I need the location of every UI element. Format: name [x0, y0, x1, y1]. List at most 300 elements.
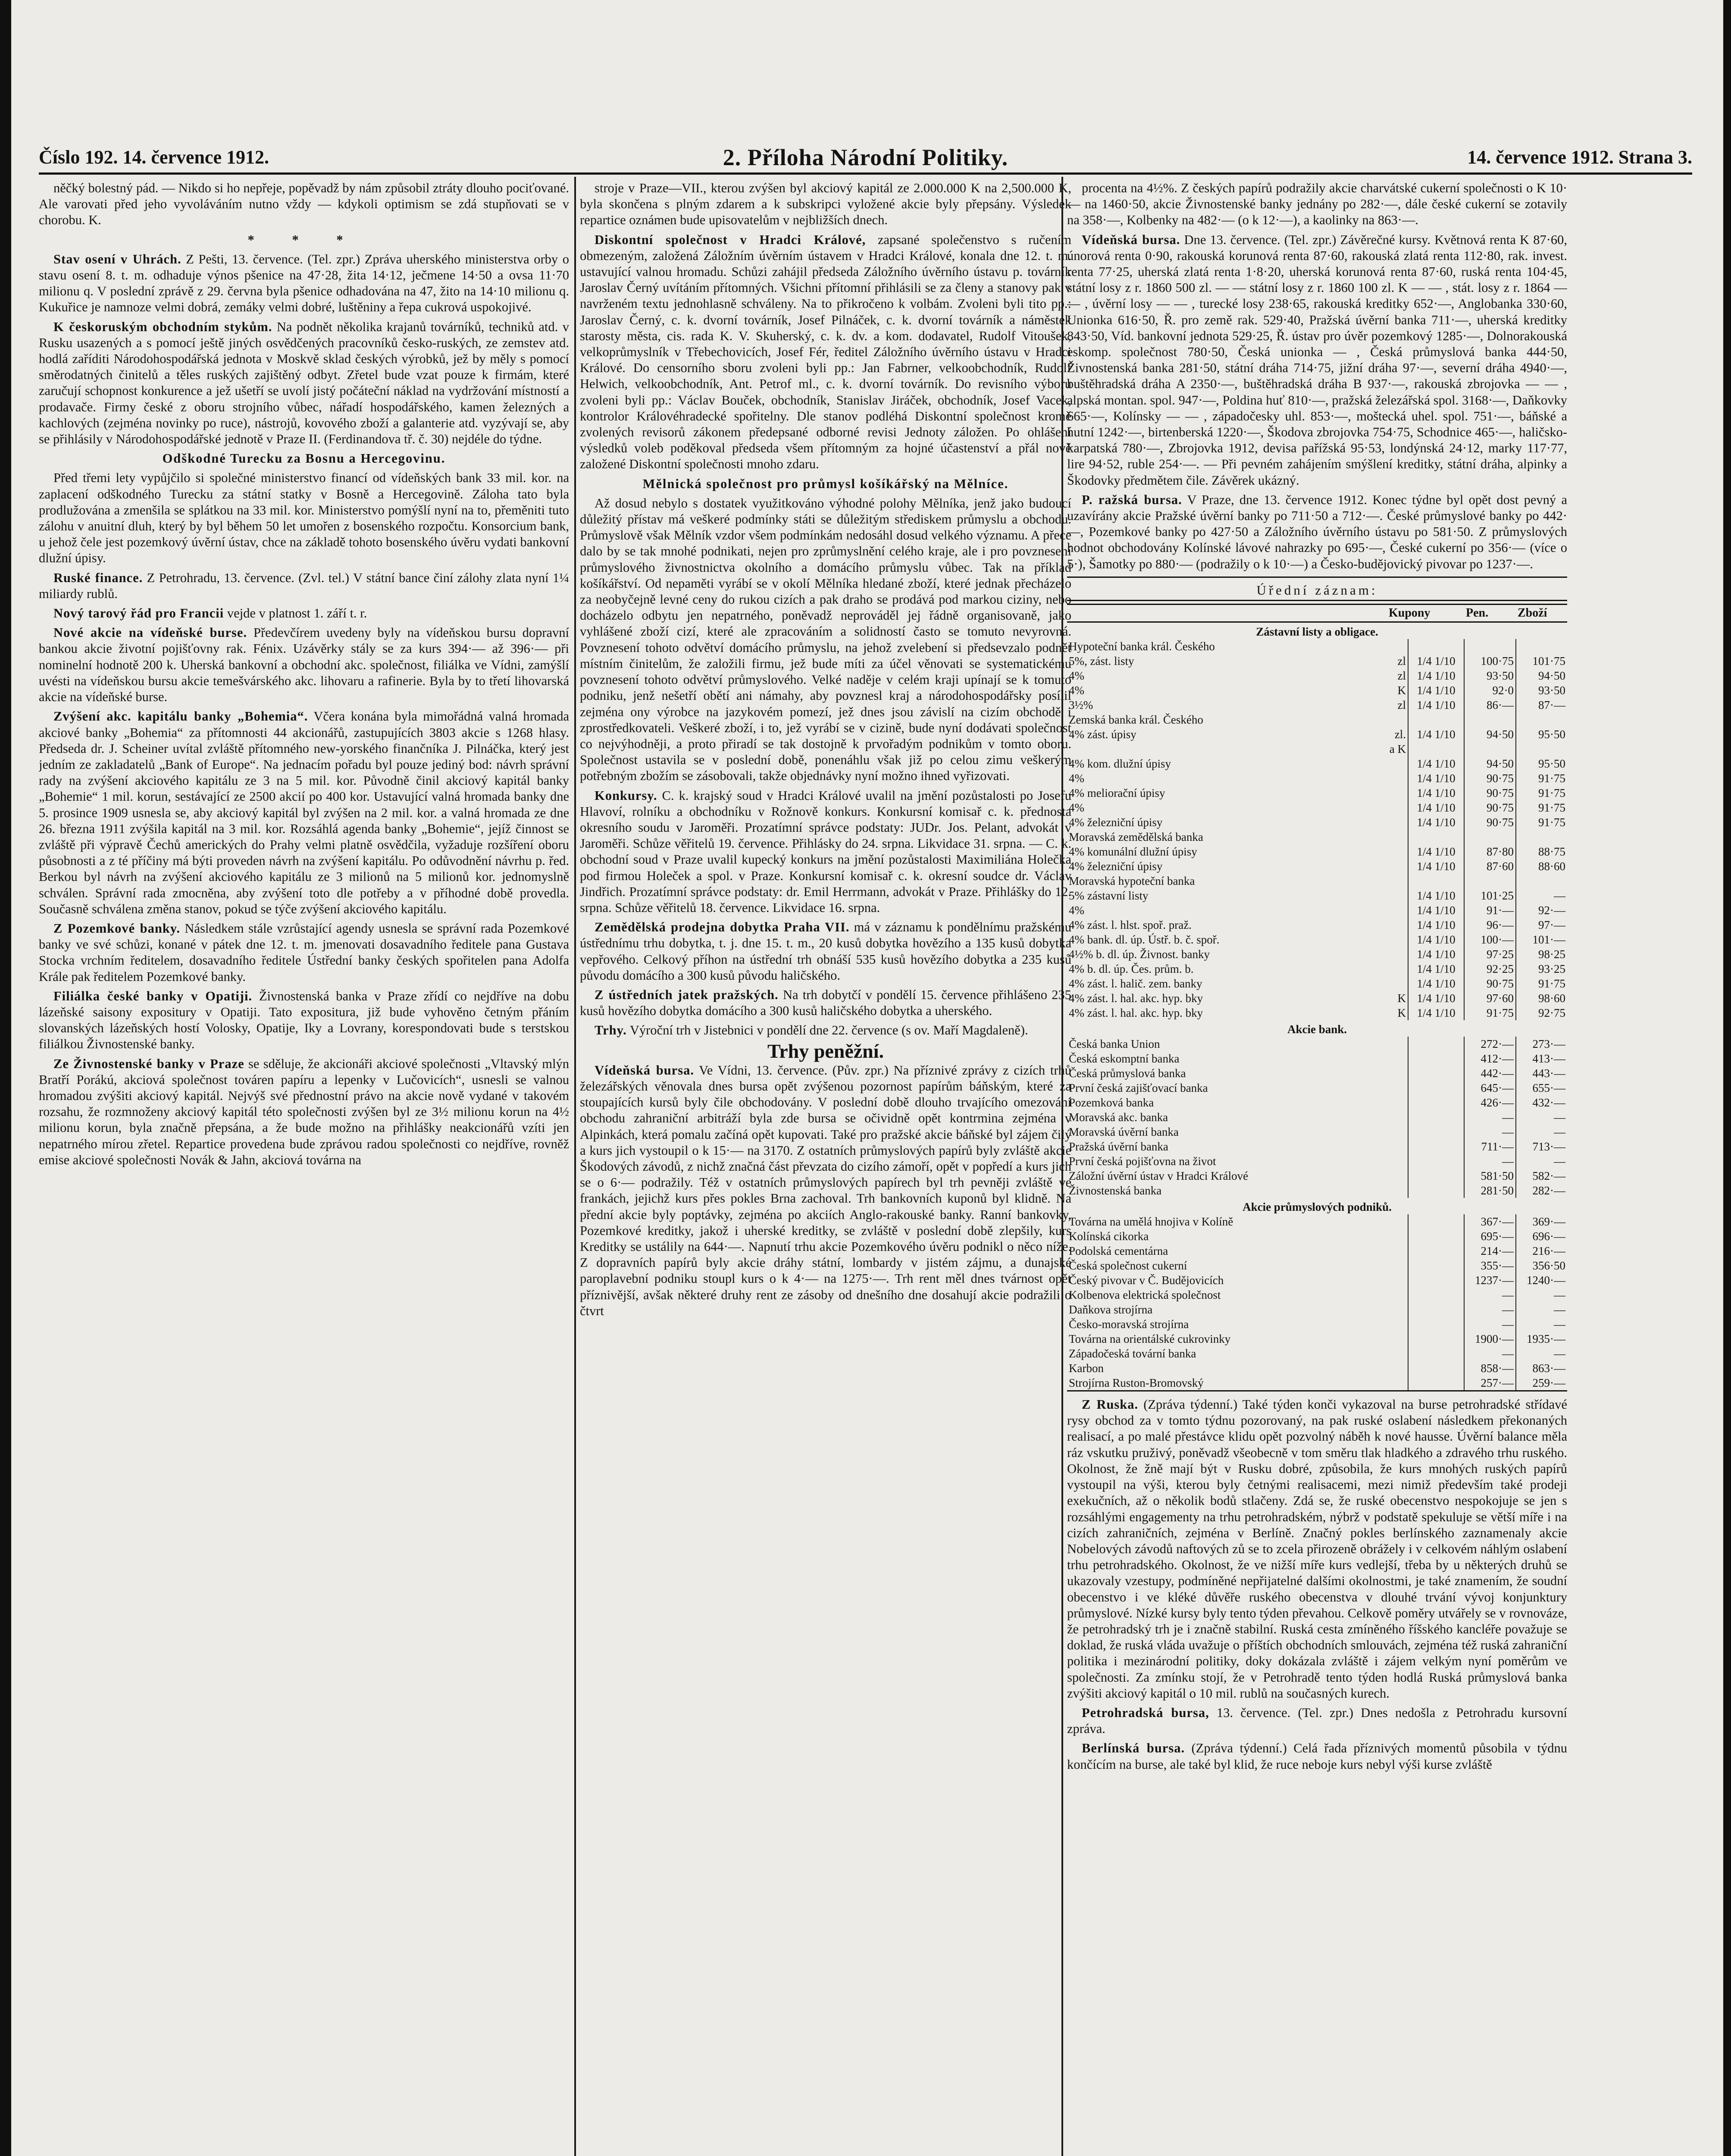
- kurs-ask: 696·—: [1516, 1229, 1567, 1244]
- kurs-security-name: 5% zástavní listy: [1069, 889, 1149, 903]
- kurs-coupon: 1/4 1/10: [1408, 888, 1464, 903]
- article-text: stroje v Praze—VII., kterou zvýšen byl akciový kapitál ze 2.000.000 K na 2,500.000 K, byla skončena s plným zdarem a k subskripci vyložené akcie byly přepsány. Výsledek repartice oznámen bude upisovatelům v nejbližších dnech.: [580, 181, 1071, 228]
- kurs-ask: 216·—: [1516, 1244, 1567, 1258]
- kurs-ask: —: [1516, 1317, 1567, 1332]
- kurs-ask: 432·—: [1516, 1095, 1567, 1110]
- kurs-row: [1067, 1051, 1567, 1066]
- kurs-bid: —: [1464, 1288, 1516, 1302]
- article-text: Předevčírem uvedeny byly na vídeňskou bursu dopravní bankou akcie životní pojišťovny rak. Fénix. Uzávěrky stály se za kurs 394·— až 396·— při nominelní hodnotě 200 k. Uherská bankovní a obchodní akc. společnost, filiálka ve Vídni, zamýšlí uvésti na vídeňskou bursu akcie temešvárského akc. lihovaru a rafinerie. Byla by to třetí lihovarská akcie na vídeňské burse.: [39, 625, 569, 705]
- kurs-row: [1067, 874, 1567, 888]
- kurs-currency: [1387, 1376, 1408, 1391]
- kurs-currency: [1387, 830, 1408, 844]
- kurs-row: [1067, 815, 1567, 830]
- kurs-currency: [1387, 815, 1408, 830]
- article-paragraph: [580, 919, 1071, 984]
- kurs-currency: [1387, 1081, 1408, 1095]
- article-paragraph: [1067, 232, 1567, 489]
- kurs-coupon: 1/4 1/10: [1408, 654, 1464, 668]
- kurs-ask: —: [1516, 1346, 1567, 1361]
- kurs-row: [1067, 947, 1567, 962]
- kurs-row: [1067, 859, 1567, 874]
- kurs-security-name: 4% železniční úpisy: [1069, 860, 1163, 873]
- kurs-ask: 1935·—: [1516, 1332, 1567, 1346]
- kurs-ask: —: [1516, 1110, 1567, 1125]
- kurs-section-name: Zástavní listy a obligace.: [1256, 625, 1378, 639]
- kurs-ask: 443·—: [1516, 1066, 1567, 1081]
- column-2: [580, 180, 1071, 2156]
- kurs-coupon: 1/4 1/10: [1408, 756, 1464, 771]
- kurs-row: [1067, 1110, 1567, 1125]
- kurs-bid: 97·25: [1464, 947, 1516, 962]
- article-text: Výroční trh v Jistebnici v pondělí dne 22. července (s ov. Maří Magdaleně).: [626, 1023, 1028, 1038]
- kurs-currency: [1387, 1317, 1408, 1332]
- article-text: Před třemi lety vypůjčilo si společné ministerstvo financí od vídeňských bank 33 mil. kor. na zaplacení odškodného Turecku za státní statky v Bosně a Hercegovině. Záloha tato byla prodlužována a zmenšila se splátkou na 33 mil. kor. Ministerstvo pomýšlí nyní na to, přeměniti tuto zálohu v anuitní dluh, který by byl během 50 let umořen z bosenského rozpočtu. Konsorcium bank, u jehož čele jest pozemkový úvěrní ústav, chce na základě tohoto bosenského úvěru vydati bankovní dlužní úpisy.: [39, 470, 569, 566]
- kurs-bid: 90·75: [1464, 800, 1516, 815]
- article-text: Trhy peněžní.: [767, 1040, 884, 1062]
- kurs-bid: 90·75: [1464, 815, 1516, 830]
- kurs-bid: 91·—: [1464, 903, 1516, 918]
- article-text: Až dosud nebylo s dostatek využitkováno výhodné polohy Mělníka, jenž jako budoucí důležitý přístav má veškeré podmínky státi se důležitým střediskem průmyslu a obchodu. Průmyslově však Mělník vzdor všem podmínkám nedosáhl dosud velkého významu. A přece dalo by se tak mnohé podnikati, nejen pro zprůmyslnění celého kraje, ale i pro povznesení průmyslového živnostnictva okolního a domácího průmyslu vůbec. Tak na příklad košíkářství. Od nepaměti vyrábí se v okolí Mělníka hledané zboží, které jednak přecházelo za neobyčejně levné ceny do rukou cizích a pak draho se prodává pod markou ciziny, nebo docházelo odbytu jen nepatrného, poněvadž neprováděl jej řádně organisovaně, jako vyhlášené zboží cizí, které ale zpracováním a solidností často se tomuto nevyrovná. Povznesení tohoto odvětví domácího průmyslu, na jehož zvelebení si předsevzalo podnět místním činitelům, že založili firmu, jež bude míti za účel věnovati se systematickému povznesení tohoto odvětví průmyslového. Velké naděje v celém kraji upínají se k tomuto podniku, jenž nešetří obětí ani námahy, aby povznesl kraj a národohospodářsky posílil zejména ony výrobce na jazykovém pomezí, jež dnes jsou závislí na cizím obchodě i zprostředkovateli. Veškeré zboží, i to, jež vyrábí se v cizině, bude nyní dodávati společnost co nejvýhodněji, a proto přiradí se tak dostojně k prvořadým podnikům v tomto oboru. Společnost ustavila se v poslední době, ponenáhlu však již po celou zimu veškerým potřebným zbožím se zásobovali, takže objednávky nyní možno ihned vyřizovati.: [580, 495, 1071, 783]
- article-text: Z Petrohradu, 13. července. (Zvl. tel.) V státní bance činí zálohy zlata nyní 1¼ miliardy rublů.: [39, 570, 569, 601]
- kurs-bid: 90·75: [1464, 976, 1516, 991]
- kurs-coupon: [1408, 1095, 1464, 1110]
- kurs-coupon: [1408, 874, 1464, 888]
- kurs-bid: 695·—: [1464, 1229, 1516, 1244]
- kurs-row: [1067, 1302, 1567, 1317]
- kurs-security-name: 4% zást. l. hlst. spoř. praž.: [1069, 918, 1192, 932]
- article-text: Ve Vídni, 13. července. (Pův. zpr.) Na příznivé zprávy z cizích trhů železářských věnovala dnes bursa opět zvýšenou pozornost papírům báňským, které za stoupajících kursů byly čile obchodovány. V poslední době dlouho trvajícího omezování obchodu zahraniční arbitráží byla zde bursa se očividně opět kontrmina zejména v Alpinkách, která pomalu začíná opět kupovati. Také pro pražské akcie báňské byl zájem čilý a kurs jich vystoupil o k 15·— na 3170. Z ostatních průmyslových papírů byly zvláště akcie Škodových závodů, z nichž značná část převzata do cizího zámoří, opět v popředí a kurs jich se o 6·— podražily. Též v ostatních průmyslových papírech byl trh pevněji zvláště ve frankách, jejichž kurs přes pokles Brna zachoval. Trh bankovních kuponů byl klidně. Na přední akcie byly poptávky, zejména po akciích Anglo-rakouské banky. Ranní bankovky, Pozemkové kreditky, jakož i uherské kreditky, se zvláště v poslední době zlepšily, kurs Kreditky se ustálily na 644·—. Napnutí trhu akcie Pozemkového úvěru podnikl o něco níže. Z dopravních papírů byly akcie dráhy státní, lombardy v jistém zájmu, a dunajské paroplavební podniku stoupl kurs o k 4·— na 1275·—. Trh rent měl dnes tvárnost opět příznivější, avšak některé druhy rent ze zásoby od dnešního dne dosahují akcie podražili o čtvrt: [580, 1062, 1071, 1318]
- kurs-ask: 101·—: [1516, 932, 1567, 947]
- article-text: zapsané společenstvo s ručením obmezeným, založená Záložním úvěrním ústavem v Hradci Králové, konala dne 12. t. m. ustavující valnou hromadu. Schůzi zahájil předseda Záložního úvěrního ústavu p. továrník Jaroslav Černý uvítáním přítomných. Všichni přítomní přihlásili se za členy a stanovy pak v navrženém textu jednohlasně schváleny. Na to přikročeno k volbám. Zvoleni byli tito pp.: Jaroslav Černý, c. k. dvorní továrník, Josef Pilnáček, c. k. dvorní továrník a náměstek starosty města, cis. rada K. V. Skuherský, c. k. dv. a kom. dodavatel, Rudolf Vitoušek, velkoprůmyslník v Třebechovicích, Josef Fér, ředitel Záložního úvěrního ústavu v Hradci Králové. Do censorního sboru zvoleni byli pp.: Jan Fabrner, velkoobchodník, Rudolf Helwich, velkoobchodník, Ant. Petrof ml., c. k. dvorní továrník. Do revisního výboru zvoleni byli pp.: Václav Bouček, obchodník, Stanislav Jiráček, obchodník, Josef Vacek, kontrolor Královéhradecké spořitelny. Dle stanov podléhá Diskontní společnost kromě zvolených revisorů zákonem předepsané odborné revisi Jednoty záložen. Po ohlášení výsledků voleb poděkoval předseda všem přítomným za hojné účastenství a přál nově založené Diskontní společnosti mnoho zdaru.: [580, 232, 1071, 472]
- kurs-security-name: 4%: [1069, 684, 1084, 697]
- article-headline: Z ústředních jatek pražských.: [595, 987, 779, 1002]
- kurs-ask: 95·50: [1516, 727, 1567, 756]
- kurs-bid: 645·—: [1464, 1081, 1516, 1095]
- article-text: (Zpráva týdenní.) Také týden konči vykazoval na burse petrohradské střídavé rysy obchod za v tomto týdnu pozorovaný, na pak ruské oslabení následkem překonaných realisací, a po malé přestávce klidu opět pozvolný náběh k nové hausse. Úvěrní balance měla ráz vskutku pruživý, poněvadž všeobecně v tom směru tlak hladkého a zdravého trhu ruského. Okolnost, že žně mají být v Rusku dobré, způsobila, že kurs mnohých ruských papírů vystoupil na výši, kterou byly četnými realisacemi, mezi nimiž především také prodeji exekučních, až o několik bodů stlačeny. Zdá se, že ruské obecenstvo nespokojuje se jen s rozsáhlými engagementy na trhu petrohradském, nýbrž v podstatě spekuluje se větší míře i na cizích zahraničních, zejména v Berlíně. Značný pokles berlínského zaznamenaly akcie Nobelových závodů naftových zů se to zcela přirozeně obrážely i v celkovém náhlým oslabení trhu petrohradského. Okolnost, že ve nižší míře kurs vedlejší, třeba by u některých druhů se ukazovaly vzestupy, podmíněné nepřijatelné dalšími okolnostmi, je také znamením, že soudní obecenstvo i ve kléké důvěře ruského obecenstva v dlouhé trvání vývoj konjunktury průmyslové. Nízké kursy byly tento týden převahou. Celkově poměry utvářely se v rovnováze, že petrohradský trh je i značně stabilní. Ruská cesta zmíněného říšského kancléře považuje se doklad, že ruská vláda uvažuje o příštích obchodních smlouvách, zejména též ruská zahraniční politika i mezinárodní politiky, doky dokázala zvláště i zájem velkým nyní poměrům ve společnosti. Za zmínku stojí, že v Petrohradě tento týden hodlá Ruská průmyslová banka zvýšiti akciový kapitál o 10 mil. rublů na současných kurech.: [1067, 1397, 1567, 1701]
- kurs-security-name: Česká průmyslová banka: [1069, 1067, 1186, 1080]
- kurs-currency: zl. a K: [1389, 728, 1406, 756]
- kurs-ask: 92·75: [1516, 1006, 1567, 1020]
- kurs-bid: 93·50: [1464, 668, 1516, 683]
- article-paragraph: [1067, 180, 1567, 229]
- kurs-currency: [1387, 918, 1408, 932]
- article-paragraph: [39, 625, 569, 705]
- kurs-ask: 94·50: [1516, 668, 1567, 683]
- article-headline: Vídeňská bursa.: [595, 1062, 694, 1078]
- kurs-table-body: [1067, 622, 1567, 1391]
- kurs-table-header: [1067, 605, 1567, 622]
- kurs-bid: 87·80: [1464, 844, 1516, 859]
- kurs-row: [1067, 1125, 1567, 1139]
- kurs-ask: 273·—: [1516, 1037, 1567, 1051]
- kurs-table-title: Úřední záznam:: [1067, 582, 1567, 601]
- kurs-currency: [1387, 1361, 1408, 1376]
- kurs-row: [1067, 1258, 1567, 1273]
- article-headline: Z Ruska.: [1082, 1397, 1139, 1412]
- kurs-bid: 581·50: [1464, 1169, 1516, 1183]
- kurs-currency: [1387, 1214, 1408, 1229]
- kurs-currency: [1387, 1346, 1408, 1361]
- kurs-ask: 95·50: [1516, 756, 1567, 771]
- kurs-security-name: Strojírna Ruston-Bromovský: [1067, 1376, 1387, 1391]
- kurs-coupon: [1408, 1081, 1464, 1095]
- kurs-bid: 86·—: [1464, 698, 1516, 712]
- kurs-coupon: [1408, 1317, 1464, 1332]
- kurs-col-zbozi: Zboží: [1516, 605, 1567, 622]
- kurs-security-name: Podolská cementárna: [1069, 1244, 1168, 1258]
- article-text: vejde v platnost 1. září t. r.: [224, 606, 367, 621]
- article-paragraph: [580, 180, 1071, 229]
- article-text: procenta na 4½%. Z českých papírů podražily akcie charvátské cukerní společnosti o K 10·— na 1460·50, akcie Živnostenské banky jednány po 282·—, dále české cukerní se zotavily na 358·—, Kolbenky na 482·— (o k 12·—), a kaolinky na 863·—.: [1067, 181, 1567, 228]
- kurs-coupon: [1408, 1183, 1464, 1198]
- kurs-currency: K: [1397, 684, 1406, 697]
- kurs-coupon: 1/4 1/10: [1408, 668, 1464, 683]
- kurs-coupon: [1408, 1051, 1464, 1066]
- kurs-bid: [1464, 874, 1516, 888]
- kurs-bid: 257·—: [1464, 1376, 1516, 1391]
- article-paragraph: [580, 1062, 1071, 1319]
- kurs-bid: 90·75: [1464, 786, 1516, 800]
- kurs-security-name: Záložní úvěrní ústav v Hradci Králové: [1069, 1169, 1249, 1183]
- kurs-security-name: Západočeská tovární banka: [1069, 1347, 1196, 1360]
- kurs-ask: [1516, 639, 1567, 654]
- kurs-row: [1067, 1244, 1567, 1258]
- kurs-row: [1067, 1037, 1567, 1051]
- kurs-security-name: 4% železniční úpisy: [1069, 816, 1163, 829]
- scan-edge-right: [1723, 0, 1731, 2156]
- article-paragraph: [580, 788, 1071, 916]
- kurs-security-name: 4%: [1069, 801, 1084, 815]
- column-3-top: [1067, 180, 1567, 572]
- kurs-ask: 863·—: [1516, 1361, 1567, 1376]
- kurs-currency: [1387, 1229, 1408, 1244]
- kurs-coupon: [1408, 1346, 1464, 1361]
- kurs-ask: 92·—: [1516, 903, 1567, 918]
- kurs-bid: 412·—: [1464, 1051, 1516, 1066]
- kurs-coupon: [1408, 712, 1464, 727]
- kurs-security-name: Česká banka Union: [1069, 1037, 1160, 1051]
- kurs-coupon: 1/4 1/10: [1408, 947, 1464, 962]
- kurs-row: [1067, 1273, 1567, 1288]
- article-text: (Zpráva týdenní.) Celá řada příznivých momentů působila v týdnu končícím na burse, ale také byl klid, že ruce neboje kurs nebyl výši kurse zvláště: [1067, 1741, 1567, 1772]
- article-headline: Zemědělská prodejna dobytka Praha VII.: [595, 920, 850, 935]
- kurs-security-name: Moravská akc. banka: [1069, 1111, 1168, 1124]
- kurs-security-name: Kolínská cikorka: [1069, 1230, 1149, 1243]
- column-1: [39, 180, 569, 2156]
- kurs-bid: 94·50: [1464, 727, 1516, 756]
- kurs-bid: —: [1464, 1125, 1516, 1139]
- article-paragraph: [39, 921, 569, 985]
- article-text: má v záznamu k pondělnímu pražskému ústřednímu trhu dobytka, t. j. dne 15. t. m., 20 kusů dobytka hovězího a 135 kusů dobytka vepřového. Celkový příhon na ústřední trh obnáší 535 kusů hovězího dobytka a 235 kusů původu domácího a 300 kusů původu haličského.: [580, 920, 1071, 983]
- kurs-ask: 582·—: [1516, 1169, 1567, 1183]
- kurs-bid: 92·25: [1464, 962, 1516, 976]
- kurs-security-name: 4½% b. dl. úp. Živnost. banky: [1069, 948, 1210, 961]
- kurs-currency: zl: [1397, 669, 1406, 683]
- article-text: 13. července. (Tel. zpr.) Dnes nedošla z Petrohradu kursovní zpráva.: [1067, 1705, 1567, 1736]
- kurs-bid: 442·—: [1464, 1066, 1516, 1081]
- kurs-col-pen: Pen.: [1464, 605, 1516, 622]
- kurs-coupon: [1408, 1125, 1464, 1139]
- kurs-coupon: [1408, 1154, 1464, 1169]
- kurs-section-name: Akcie bank.: [1287, 1023, 1347, 1036]
- kurs-bid: 214·—: [1464, 1244, 1516, 1258]
- kurs-ask: 93·50: [1516, 683, 1567, 698]
- article-paragraph: [580, 495, 1071, 784]
- kurs-row: [1067, 756, 1567, 771]
- kurs-currency: [1387, 756, 1408, 771]
- kurs-currency: [1387, 712, 1408, 727]
- kurs-coupon: [1408, 1273, 1464, 1288]
- kurs-row: [1067, 932, 1567, 947]
- kurs-security-name: Pozemková banka: [1069, 1096, 1154, 1109]
- kurs-currency: [1387, 859, 1408, 874]
- kurs-bid: 858·—: [1464, 1361, 1516, 1376]
- kurs-currency: [1387, 800, 1408, 815]
- kurs-ask: 413·—: [1516, 1051, 1567, 1066]
- kurs-security-name: 4% komunální dlužní úpisy: [1069, 845, 1197, 859]
- kurs-bid: [1464, 639, 1516, 654]
- article-headline: Berlínská bursa.: [1082, 1741, 1185, 1756]
- kurs-row: [1067, 1081, 1567, 1095]
- kurs-security-name: Zemská banka král. Českého: [1069, 713, 1203, 727]
- kurs-coupon: [1408, 1229, 1464, 1244]
- kurs-bid: 272·—: [1464, 1037, 1516, 1051]
- separator-stars: [39, 232, 569, 248]
- kurs-security-name: Továrna na umělá hnojiva v Kolíně: [1069, 1215, 1233, 1228]
- article-text: Z Pešti, 13. července. (Tel. zpr.) Zpráva uherského ministerstva orby o stavu osení 8. t. m. odhaduje výnos pšenice na 47·28, žita 14·12, ječmene 14·50 a ovsa 11·70 milionu q. V poslední zprávě z 29. června byla pšenice odhadována na 47, žito na 14·10 milionu q. Kukuřice je namnoze velmi dobrá, zemáky velmi dobré, luštěniny a řepa cukrová uspokojivé.: [39, 251, 569, 315]
- kurs-coupon: [1408, 1037, 1464, 1051]
- article-headline: Filiálka české banky v Opatiji.: [53, 988, 253, 1003]
- article-headline: Nový tarový řád pro Francii: [53, 606, 224, 621]
- kurs-bid: 711·—: [1464, 1139, 1516, 1154]
- kurs-row: [1067, 1183, 1567, 1198]
- article-text: Mělnická společnost pro průmysl košíkářský na Mělníce.: [642, 476, 1009, 491]
- article-paragraph: [39, 988, 569, 1053]
- kurs-row: [1067, 1095, 1567, 1110]
- kurs-coupon: 1/4 1/10: [1408, 976, 1464, 991]
- article-text: Odškodné Turecku za Bosnu a Hercegovinu.: [162, 451, 446, 466]
- kurs-currency: [1387, 1169, 1408, 1183]
- header-title: 2. Příloha Národní Politiky.: [723, 144, 1008, 170]
- kurs-coupon: 1/4 1/10: [1408, 698, 1464, 712]
- kurs-col-name: [1067, 605, 1387, 622]
- article-paragraph: [39, 605, 569, 621]
- kurs-currency: [1387, 932, 1408, 947]
- kurs-bid: 367·—: [1464, 1214, 1516, 1229]
- kurs-coupon: 1/4 1/10: [1408, 903, 1464, 918]
- article-text: * * *: [247, 232, 360, 247]
- kurs-coupon: [1408, 1214, 1464, 1229]
- kurs-currency: [1387, 1139, 1408, 1154]
- rule: [1067, 577, 1567, 578]
- section-title: [580, 1040, 1071, 1062]
- kurs-row: [1067, 1317, 1567, 1332]
- kurs-currency: [1387, 874, 1408, 888]
- kurs-row: [1067, 712, 1567, 727]
- kurs-security-name: Kolbenova elektrická společnost: [1069, 1288, 1221, 1302]
- kurs-coupon: [1408, 1361, 1464, 1376]
- kurs-coupon: [1408, 830, 1464, 844]
- kurs-security-name: 4% kom. dlužní úpisy: [1069, 757, 1171, 771]
- kurs-coupon: [1408, 1139, 1464, 1154]
- kurs-currency: [1387, 1258, 1408, 1273]
- kurs-currency: [1387, 976, 1408, 991]
- kurs-row: [1067, 771, 1567, 786]
- article-text: Na trh dobytčí v pondělí 15. července přihlášeno 235 kusů hovězího dobytka domácího a 300 kusů haličského dobytka a uherského.: [580, 987, 1071, 1018]
- kurs-currency: [1387, 962, 1408, 976]
- kurs-coupon: 1/4 1/10: [1408, 844, 1464, 859]
- kurs-row: [1067, 903, 1567, 918]
- kurs-security-name: 4% zást. l. halič. zem. banky: [1069, 977, 1202, 990]
- kurs-coupon: [1408, 1169, 1464, 1183]
- kurs-security-name: 5%, zást. listy: [1069, 655, 1134, 668]
- kurs-row: [1067, 918, 1567, 932]
- kurs-security-name: Moravská hypoteční banka: [1069, 874, 1195, 888]
- kurs-bid: 426·—: [1464, 1095, 1516, 1110]
- kurs-security-name: 3½%: [1069, 699, 1093, 712]
- kurs-security-name: 4%: [1069, 669, 1084, 683]
- kurs-row: [1067, 639, 1567, 654]
- kurs-coupon: 1/4 1/10: [1408, 771, 1464, 786]
- article-paragraph: [39, 708, 569, 917]
- article-paragraph: [39, 180, 569, 229]
- kurs-row: [1067, 1006, 1567, 1020]
- kurs-bid: [1464, 712, 1516, 727]
- article-headline: Stav osení v Uhrách.: [53, 251, 182, 266]
- kurs-coupon: 1/4 1/10: [1408, 1006, 1464, 1020]
- kurs-currency: [1387, 1066, 1408, 1081]
- kurs-coupon: 1/4 1/10: [1408, 991, 1464, 1006]
- kurs-ask: 259·—: [1516, 1376, 1567, 1391]
- kurs-security-name: Moravská úvěrní banka: [1069, 1125, 1179, 1139]
- kurs-row: [1067, 786, 1567, 800]
- kurs-coupon: 1/4 1/10: [1408, 859, 1464, 874]
- kurs-security-name: 4% zást. l. hal. akc. hyp. bky: [1069, 992, 1203, 1005]
- kurs-ask: 713·—: [1516, 1139, 1567, 1154]
- article-headline: Zvýšení akc. kapitálu banky „Bohemia“.: [53, 709, 308, 724]
- kurs-coupon: [1408, 1110, 1464, 1125]
- kurs-currency: [1387, 1110, 1408, 1125]
- kurs-row: [1067, 1139, 1567, 1154]
- kurs-table: [1067, 604, 1567, 1391]
- kurs-security-name: Karbon: [1069, 1362, 1104, 1375]
- kurs-coupon: [1408, 1288, 1464, 1302]
- article-headline: Trhy.: [595, 1023, 627, 1038]
- kurs-row: [1067, 1332, 1567, 1346]
- kurs-coupon: [1408, 1066, 1464, 1081]
- kurs-row: [1067, 976, 1567, 991]
- kurs-row: [1067, 668, 1567, 683]
- kurs-currency: [1387, 903, 1408, 918]
- kurs-security-name: Živnostenská banka: [1069, 1184, 1162, 1197]
- article-headline: Vídeňská bursa.: [1082, 232, 1180, 247]
- kurs-bid: —: [1464, 1302, 1516, 1317]
- kurs-section-row: [1067, 1198, 1567, 1214]
- kurs-row: [1067, 962, 1567, 976]
- article-paragraph: [1067, 492, 1567, 572]
- kurs-ask: —: [1516, 1125, 1567, 1139]
- kurs-currency: [1387, 1273, 1408, 1288]
- kurs-security-name: Továrna na orientálské cukrovinky: [1069, 1332, 1231, 1346]
- kurs-ask: 88·75: [1516, 844, 1567, 859]
- kurs-coupon: 1/4 1/10: [1408, 932, 1464, 947]
- kurs-security-name: Hypoteční banka král. Českého: [1069, 640, 1215, 653]
- kurs-bid: [1464, 830, 1516, 844]
- kurs-coupon: 1/4 1/10: [1408, 815, 1464, 830]
- kurs-ask: [1516, 874, 1567, 888]
- kurs-currency: [1387, 771, 1408, 786]
- kurs-bid: 1900·—: [1464, 1332, 1516, 1346]
- kurs-ask: —: [1516, 1302, 1567, 1317]
- article-headline: Z Pozemkové banky.: [53, 921, 180, 936]
- article-text: Včera konána byla mimořádná valná hromada akciové banky „Bohemia“ za přítomnosti 44 akcionářů, zastupujících 3803 akcie s 1268 hlasy. Předseda dr. J. Scheiner uvítal zvláště přítomného new-yorského finančníka J. Pilnáčka, který jest jedním ze zakladatelů „Bank of Europe“. Na jednacím pořadu byl pouze jediný bod: návrh správní rady na zvýšení akciového kapitálu ze 3 na 5 mil. kor. Původně činil akciový kapitál banky „Bohemie“ 1 mil. korun, sestávající ze 2500 akcií po 400 kor. Ustavující valná hromada banky dne 5. prosince 1909 usnesla se, aby akciový kapitál byl zvýšen na 2 mil. kor. a valná hromada ze dne 26. března 1911 zvýšila kapitál na 3 mil. kor. Rozsáhlá agenda banky „Bohemie“, jejíž činnost se zvláště při výpravě Čechů amerických do Prahy velmi platně osvědčila, vyžaduje rozšíření oboru působnosti a z té příčiny má býti proveden návrh na zvýšení kapitálu. Po odůvodnění návrhu p. řed. Berkou byl návrh na zvýšení akciového kapitálu ze 3 milionů na 5 milionů kor. jednomyslně schválen. Správní rada zmocněna, aby zvýšení toto dle potřeby a v příhodné době provedla. Současně schválena změna stanov, pokud se týče zvýšení akciového kapitálu.: [39, 709, 569, 916]
- article-headline: Nové akcie na vídeňské burse.: [53, 625, 247, 640]
- kurs-bid: —: [1464, 1317, 1516, 1332]
- kurs-bid: 91·75: [1464, 1006, 1516, 1020]
- kurs-row: [1067, 844, 1567, 859]
- article-text: Živnostenská banka v Praze zřídí co nejdříve na dobu lázeňské saisony expositury v Opatiji. Tato expositura, již bude vyhověno četným přáním slovanských lázeňských hostí Volosky, Opatije, Iky a Lovrany, korespondovati bude s terstskou filiálkou Živnostenské banky.: [39, 988, 569, 1052]
- kurs-currency: [1387, 1125, 1408, 1139]
- kurs-ask: 91·75: [1516, 771, 1567, 786]
- kurs-ask: 91·75: [1516, 800, 1567, 815]
- header-issue: Číslo 192. 14. července 1912.: [39, 147, 269, 168]
- kurs-security-name: 4% zást. úpisy: [1069, 728, 1136, 741]
- kurs-currency: [1387, 1183, 1408, 1198]
- kurs-bid: 101·25: [1464, 888, 1516, 903]
- article-text: něčký bolestný pád. — Nikdo si ho nepřeje, popěvadž by nám způsobil ztráty dlouho pociťované. Ale varovati před jeho vyvoláváním nutno vždy — kdykoli optimism se zdá stupňovati se v chorobu. K.: [39, 181, 569, 228]
- kurs-bid: 92·0: [1464, 683, 1516, 698]
- page-header: [39, 142, 1692, 175]
- kurs-ask: 97·—: [1516, 918, 1567, 932]
- kurs-security-name: První česká zajišťovací banka: [1069, 1081, 1208, 1095]
- kurs-row: [1067, 800, 1567, 815]
- kurs-bid: 94·50: [1464, 756, 1516, 771]
- article-headline: K českoruským obchodním stykům.: [53, 319, 272, 334]
- article-paragraph: [39, 319, 569, 448]
- kurs-currency: [1387, 1288, 1408, 1302]
- article-paragraph: [580, 232, 1071, 473]
- kurs-coupon: [1408, 1258, 1464, 1273]
- kurs-bid: 100·75: [1464, 654, 1516, 668]
- kurs-section-row: [1067, 622, 1567, 639]
- kurs-bid: —: [1464, 1154, 1516, 1169]
- column-3-bottom: [1067, 1397, 1567, 1773]
- kurs-row: [1067, 1376, 1567, 1391]
- kurs-row: [1067, 830, 1567, 844]
- kurs-security-name: Česko-moravská strojírna: [1069, 1318, 1189, 1331]
- kurs-currency: zl: [1397, 655, 1406, 668]
- article-text: Na podnět několika krajanů továrníků, techniků atd. v Rusku usazených a s pomocí ještě jiných osvědčených pracovníků česko-ruských, ze zemstev atd. hodlá zaříditi Národohospodářská jednota v Moskvě sklad českých výrobků, jež by měly s pomocí směrodatných činitelů a těles ruských zajištěný odbyt. Zřetel bude vzat pouze k firmám, které zaručují schopnost konkurence a jež ušetří se uvolí jistý počáteční náklad na vydržování místností a prodavače. Firmy české z oboru strojního vůbec, nářadí hospodářského, kamen železných a kachlových (zejména novinky po ruce), nástrojů, kovového zboží a galanterie atd. vyzývají se, aby se přihlásily v Národohospodářské jednotě v Praze II. (Ferdinandova tř. č. 30) nejdéle do týdne.: [39, 319, 569, 447]
- kurs-row: [1067, 1154, 1567, 1169]
- article-text: Následkem stále vzrůstající agendy usnesla se správní rada Pozemkové banky ve své schůzi, konané v pátek dne 12. t. m. jmenovati dosavadního ředitele pana Gustava Stocka vrchním ředitelem, dosavadního ředitele Ústřední banky českých spořitelen pana Adolfa Krále pak ředitelem Pozemkové banky.: [39, 921, 569, 984]
- article-paragraph: [39, 470, 569, 566]
- kurs-ask: 98·25: [1516, 947, 1567, 962]
- kurs-row: [1067, 1229, 1567, 1244]
- kurs-row: [1067, 1066, 1567, 1081]
- article-paragraph: [39, 251, 569, 316]
- article-paragraph: [1067, 1397, 1567, 1702]
- kurs-currency: [1387, 888, 1408, 903]
- article-text: Dne 13. července. (Tel. zpr.) Závěrečné kursy. Květnová renta K 87·60, únorová renta 0·90, rakouská korunová renta 87·60, rakouská zlatá renta 112·80, rak. invest. renta 77·25, uherská zlatá renta 1·8·20, uherská korunová renta 87·60, ruská renta 104·45, státní losy z r. 1860 500 zl. — — státní losy z r. 1860 100 zl. K — — , stát. losy z r. 1864 — — , úvěrní losy — — , turecké losy 238·65, rakouská kreditky 652·—, Anglobanka 330·60, Unionka 616·50, Ř. pro země rak. 529·40, Pražská úvěrní banka 711·—, uherská kreditky 843·50, Víd. bankovní jednota 529·25, Ř. ústav pro úvěr pozemkový 1285·—, Dolnorakouská eskomp. společnost 780·50, Česká unionka — , Česká průmyslová banka 444·50, Živnostenská banka 281·50, státní dráha 714·75, jižní dráha 97·—, severní dráha 4940·—, buštěhradská dráha A 2350·—, buštěhradská dráha B 937·—, rakouská zbrojovka — — , alpská montan. spol. 947·—, Poldina huť 810·—, pražská železářská spol. 3168·—, Daňkovky 665·—, Kolínsky — — , západočesky uhl. 853·—, moštecká uhel. spol. 751·—, báňské a hutní 1242·—, birtenberská 1220·—, Škodova zbrojovka 754·75, Schodnice 465·—, haličsko-karpatská 780·—, Zbrojovka 1912, devisa pařížská 95·53, londýnská 24·12, marky 117·77, lire 94·52, ruble 254·—. — Při pevném zahájením smýšlení kreditky, státní dráha, alpinky a Škodovky předmětem čile. Závěrek ukázný.: [1067, 232, 1567, 488]
- kurs-bid: 1237·—: [1464, 1273, 1516, 1288]
- article-headline: Konkursy.: [595, 788, 657, 803]
- kurs-security-name: Česká eskomptní banka: [1069, 1052, 1180, 1065]
- kurs-coupon: [1408, 1376, 1464, 1391]
- kurs-ask: 282·—: [1516, 1183, 1567, 1198]
- kurs-coupon: 1/4 1/10: [1408, 727, 1464, 756]
- kurs-security-name: 4%: [1069, 772, 1084, 785]
- column-rule: [574, 177, 576, 2156]
